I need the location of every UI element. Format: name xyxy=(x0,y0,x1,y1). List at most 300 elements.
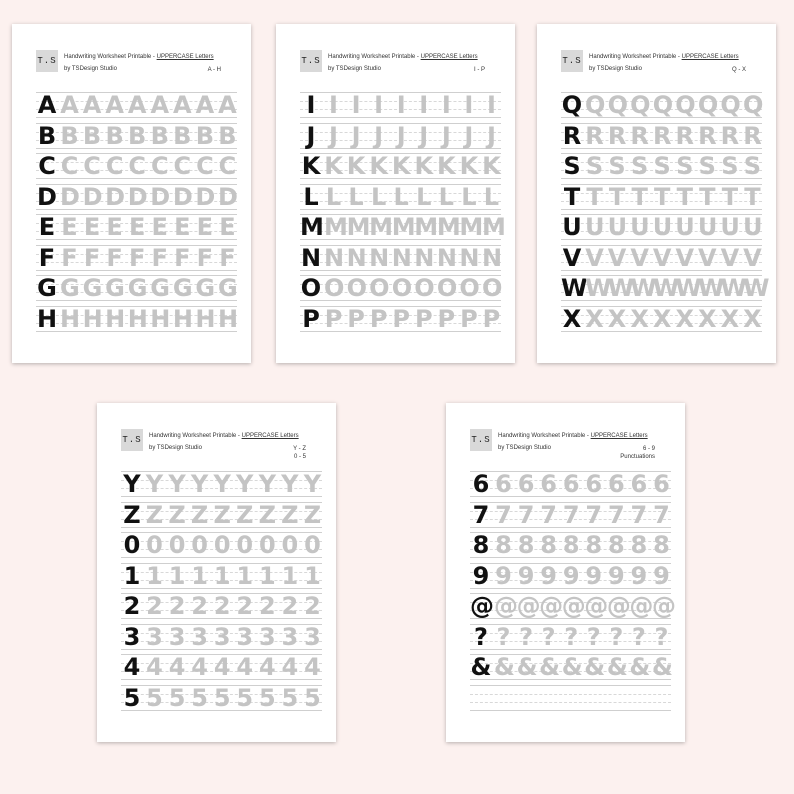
tracing-glyph: M xyxy=(369,213,394,241)
tracing-glyph: A xyxy=(60,91,79,119)
tracing-glyph: 7 xyxy=(540,500,557,529)
tracing-glyph: P xyxy=(347,304,365,333)
range-label: I - P xyxy=(473,67,485,73)
tracing-glyph: E xyxy=(83,213,101,241)
tracing-glyph: 1 xyxy=(168,561,186,590)
tracing-glyph: V xyxy=(720,243,740,272)
tracing-glyph: 3 xyxy=(281,622,299,651)
tracing-glyph: K xyxy=(324,152,343,180)
title-emphasis: UPPERCASE Letters xyxy=(590,433,648,439)
tracing-glyph: T xyxy=(608,182,626,211)
tracing-glyph: Y xyxy=(258,470,276,498)
tracing-glyph: C xyxy=(60,152,79,180)
tracing-glyph: D xyxy=(82,182,103,211)
model-character: G xyxy=(37,274,57,302)
tracing-glyph: P xyxy=(392,304,410,333)
guide-line xyxy=(470,710,671,711)
tracing-glyph: X xyxy=(720,304,740,333)
tracing-characters xyxy=(60,121,237,150)
practice-row xyxy=(300,151,501,181)
tracing-glyph: T xyxy=(744,182,761,211)
tracing-glyph: 6 xyxy=(562,470,580,498)
tracing-glyph: ? xyxy=(586,622,601,651)
practice-row xyxy=(470,469,671,499)
tracing-glyph: R xyxy=(607,121,627,150)
tracing-glyph: 9 xyxy=(653,561,670,590)
practice-row xyxy=(36,243,237,273)
tracing-glyph: ? xyxy=(564,622,579,651)
tracing-glyph: 4 xyxy=(258,653,276,681)
model-character: X xyxy=(562,304,582,333)
tracing-characters xyxy=(494,472,671,496)
tracing-glyph: @ xyxy=(629,592,654,620)
tracing-characters xyxy=(145,622,322,651)
model-character: 3 xyxy=(123,622,141,651)
practice-row xyxy=(470,652,671,682)
tracing-glyph: 1 xyxy=(281,561,299,590)
model-character: L xyxy=(303,182,319,211)
byline: by TSDesign Studio xyxy=(64,66,117,72)
tracing-glyph: K xyxy=(482,152,501,180)
tracing-glyph: 8 xyxy=(585,531,603,559)
model-character: D xyxy=(37,182,57,211)
tracing-characters xyxy=(585,274,770,302)
tracing-glyph: M xyxy=(436,213,461,241)
tracing-glyph: R xyxy=(675,121,694,150)
practice-row xyxy=(470,561,671,591)
tracing-glyph: Q xyxy=(742,91,764,119)
tracing-glyph: T xyxy=(699,182,716,211)
range-label: 0 - 5 xyxy=(293,454,306,460)
tracing-glyph: 7 xyxy=(607,500,625,529)
worksheet-page xyxy=(12,24,251,363)
tracing-glyph: W xyxy=(585,274,612,302)
tracing-glyph: 2 xyxy=(236,592,254,620)
letter-range xyxy=(620,445,655,461)
tracing-characters xyxy=(585,215,762,239)
tracing-glyph: Z xyxy=(213,500,231,529)
tracing-glyph: Y xyxy=(236,470,254,498)
byline: by TSDesign Studio xyxy=(589,66,642,72)
tracing-glyph: G xyxy=(105,274,125,302)
tracing-glyph: C xyxy=(218,152,237,180)
tracing-glyph: E xyxy=(196,213,214,241)
tracing-glyph: F xyxy=(83,243,101,272)
tracing-glyph: 0 xyxy=(146,531,163,559)
title-prefix: Handwriting Worksheet Printable - xyxy=(149,433,242,439)
tracing-glyph: W xyxy=(630,274,657,302)
tracing-glyph: O xyxy=(459,274,480,302)
tracing-glyph: Q xyxy=(630,91,651,119)
tracing-glyph: & xyxy=(494,653,515,681)
practice-row xyxy=(121,561,322,591)
title-prefix: Handwriting Worksheet Printable - xyxy=(589,54,682,60)
tracing-glyph: G xyxy=(82,274,103,302)
tracing-glyph: B xyxy=(150,121,169,150)
tracing-glyph: 8 xyxy=(540,531,557,559)
tracing-glyph: L xyxy=(438,182,454,211)
tracing-glyph: 3 xyxy=(168,622,186,651)
tracing-glyph: X xyxy=(585,304,604,333)
model-character: I xyxy=(306,91,316,119)
tracing-glyph: R xyxy=(720,121,740,150)
worksheet-header xyxy=(300,50,491,86)
tracing-glyph: J xyxy=(351,121,361,150)
practice-row xyxy=(300,273,501,303)
practice-row xyxy=(121,500,322,530)
tracing-glyph: V xyxy=(743,243,762,272)
tracing-characters xyxy=(494,622,671,651)
tracing-glyph: D xyxy=(217,182,238,211)
model-character: N xyxy=(300,243,322,272)
practice-row xyxy=(561,121,762,151)
tracing-glyph: 7 xyxy=(653,500,670,529)
model-character: 5 xyxy=(123,683,141,712)
tracing-glyph: Z xyxy=(258,500,277,529)
tracing-glyph: Q xyxy=(675,91,696,119)
tracing-glyph: V xyxy=(652,243,672,272)
model-character: 7 xyxy=(472,500,490,529)
tracing-glyph: U xyxy=(630,213,650,241)
tracing-glyph: R xyxy=(585,121,604,150)
tracing-glyph: F xyxy=(174,243,191,272)
tracing-glyph: 3 xyxy=(146,622,163,651)
tracing-glyph: T xyxy=(676,182,693,211)
tracing-glyph: E xyxy=(106,213,123,241)
tracing-glyph: N xyxy=(346,243,367,272)
tracing-characters xyxy=(585,304,762,333)
model-character: Q xyxy=(561,91,583,119)
model-character: T xyxy=(563,182,581,211)
worksheet-header xyxy=(561,50,752,86)
model-character: S xyxy=(563,152,581,180)
byline: by TSDesign Studio xyxy=(498,445,551,451)
letter-range xyxy=(474,66,485,74)
tracing-glyph: 6 xyxy=(630,470,648,498)
byline: by TSDesign Studio xyxy=(149,445,202,451)
model-character: ? xyxy=(474,622,488,651)
worksheet-title xyxy=(328,54,478,60)
tracing-glyph: X xyxy=(698,304,717,333)
tracing-glyph: Z xyxy=(303,500,322,529)
tracing-glyph: D xyxy=(127,182,148,211)
model-character: P xyxy=(302,304,320,333)
studio-logo: T.S xyxy=(470,429,492,451)
tracing-glyph: T xyxy=(631,182,648,211)
tracing-glyph: J xyxy=(396,121,406,150)
tracing-glyph: 4 xyxy=(236,653,254,681)
tracing-glyph: G xyxy=(195,274,216,302)
tracing-glyph: & xyxy=(651,653,673,681)
tracing-glyph: S xyxy=(721,152,739,180)
tracing-glyph: 6 xyxy=(607,470,625,498)
tracing-glyph: M xyxy=(346,213,371,241)
tracing-glyph: P xyxy=(482,304,501,333)
tracing-glyph: V xyxy=(698,243,717,272)
tracing-glyph: U xyxy=(697,213,718,241)
tracing-glyph: J xyxy=(486,121,496,150)
title-emphasis: UPPERCASE Letters xyxy=(156,54,214,60)
tracing-glyph: S xyxy=(630,152,649,180)
title-prefix: Handwriting Worksheet Printable - xyxy=(328,54,421,60)
tracing-glyph: @ xyxy=(584,592,609,620)
tracing-glyph: K xyxy=(346,152,366,180)
tracing-characters xyxy=(585,243,762,272)
tracing-glyph: W xyxy=(742,274,770,302)
tracing-glyph: G xyxy=(127,274,148,302)
tracing-glyph: @ xyxy=(651,592,676,620)
tracing-glyph: N xyxy=(436,243,457,272)
practice-row xyxy=(121,622,322,652)
tracing-glyph: 9 xyxy=(540,561,557,590)
practice-row xyxy=(121,591,322,621)
tracing-glyph: 3 xyxy=(213,622,231,651)
worksheet-page xyxy=(537,24,776,363)
tracing-glyph: 3 xyxy=(236,622,254,651)
tracing-characters xyxy=(585,121,762,150)
tracing-glyph: W xyxy=(720,274,747,302)
title-emphasis: UPPERCASE Letters xyxy=(420,54,478,60)
tracing-characters xyxy=(60,215,237,239)
tracing-glyph: F xyxy=(196,243,214,272)
tracing-glyph: A xyxy=(82,91,102,119)
tracing-glyph: M xyxy=(459,213,484,241)
tracing-glyph: ? xyxy=(654,622,669,651)
tracing-glyph: P xyxy=(414,304,433,333)
tracing-glyph: I xyxy=(396,91,406,119)
tracing-glyph: B xyxy=(218,121,237,150)
tracing-glyph: N xyxy=(414,243,435,272)
model-character: 1 xyxy=(123,561,141,590)
tracing-glyph: F xyxy=(106,243,123,272)
tracing-glyph: T xyxy=(654,182,671,211)
practice-row xyxy=(561,304,762,334)
tracing-glyph: 4 xyxy=(213,653,231,681)
worksheet-header xyxy=(121,429,312,465)
studio-logo: T.S xyxy=(561,50,583,72)
tracing-glyph: 8 xyxy=(562,531,580,559)
worksheet-title xyxy=(64,54,214,60)
tracing-glyph: L xyxy=(461,182,477,211)
tracing-glyph: 5 xyxy=(304,683,321,712)
guide-line xyxy=(470,694,671,695)
practice-row xyxy=(121,652,322,682)
tracing-glyph: O xyxy=(324,274,345,302)
tracing-glyph: 5 xyxy=(146,683,163,712)
practice-row xyxy=(300,182,501,212)
tracing-glyph: Z xyxy=(168,500,186,529)
tracing-glyph: J xyxy=(464,121,474,150)
tracing-glyph: A xyxy=(150,91,170,119)
tracing-glyph: D xyxy=(172,182,193,211)
tracing-glyph: K xyxy=(414,152,434,180)
tracing-glyph: F xyxy=(128,243,146,272)
tracing-characters xyxy=(494,592,676,620)
tracing-glyph: S xyxy=(676,152,694,180)
tracing-glyph: K xyxy=(459,152,479,180)
tracing-glyph: & xyxy=(606,653,628,681)
tracing-glyph: 7 xyxy=(585,500,603,529)
model-character: B xyxy=(37,121,57,150)
tracing-characters xyxy=(145,561,322,590)
tracing-glyph: @ xyxy=(516,592,541,620)
tracing-glyph: N xyxy=(459,243,480,272)
practice-row xyxy=(561,212,762,242)
tracing-characters xyxy=(585,154,762,178)
tracing-glyph: O xyxy=(346,274,367,302)
title-emphasis: UPPERCASE Letters xyxy=(681,54,739,60)
tracing-glyph: H xyxy=(82,304,103,333)
tracing-glyph: 5 xyxy=(168,683,186,712)
tracing-glyph: J xyxy=(419,121,429,150)
studio-logo: T.S xyxy=(300,50,322,72)
tracing-glyph: L xyxy=(393,182,409,211)
tracing-glyph: D xyxy=(60,182,80,211)
tracing-glyph: N xyxy=(481,243,503,272)
tracing-glyph: 6 xyxy=(585,470,603,498)
tracing-glyph: 9 xyxy=(630,561,648,590)
tracing-glyph: A xyxy=(105,91,124,119)
tracing-characters xyxy=(585,182,762,211)
tracing-characters xyxy=(324,213,506,241)
tracing-glyph: S xyxy=(698,152,716,180)
tracing-glyph: M xyxy=(481,213,506,241)
tracing-glyph: 3 xyxy=(258,622,276,651)
tracing-glyph: J xyxy=(441,121,451,150)
range-label: Q - X xyxy=(731,67,746,73)
tracing-glyph: 5 xyxy=(281,683,299,712)
tracing-glyph: 4 xyxy=(304,653,321,681)
tracing-glyph: T xyxy=(586,182,603,211)
model-character: K xyxy=(301,152,321,180)
practice-row xyxy=(470,500,671,530)
tracing-glyph: G xyxy=(150,274,170,302)
practice-row xyxy=(561,182,762,212)
model-character: Y xyxy=(123,470,141,498)
tracing-glyph: K xyxy=(369,152,388,180)
tracing-characters xyxy=(324,182,501,211)
tracing-glyph: C xyxy=(105,152,124,180)
tracing-glyph: D xyxy=(195,182,216,211)
model-character: @ xyxy=(470,592,494,620)
tracing-glyph: Z xyxy=(145,500,164,529)
tracing-glyph: V xyxy=(607,243,627,272)
tracing-glyph: 0 xyxy=(281,531,299,559)
tracing-glyph: 3 xyxy=(191,622,208,651)
tracing-glyph: F xyxy=(151,243,168,272)
tracing-glyph: R xyxy=(630,121,649,150)
tracing-glyph: Y xyxy=(168,470,186,498)
practice-row xyxy=(36,273,237,303)
tracing-glyph: 7 xyxy=(495,500,512,529)
model-character: J xyxy=(306,121,316,150)
tracing-characters xyxy=(145,594,322,618)
tracing-glyph: 2 xyxy=(304,592,321,620)
practice-row xyxy=(121,469,322,499)
tracing-glyph: X xyxy=(743,304,762,333)
tracing-glyph: W xyxy=(697,274,725,302)
tracing-glyph: Q xyxy=(585,91,606,119)
tracing-glyph: I xyxy=(464,91,474,119)
model-character: C xyxy=(38,152,56,180)
tracing-characters xyxy=(324,304,501,333)
tracing-glyph: W xyxy=(607,274,635,302)
tracing-glyph: S xyxy=(608,152,626,180)
title-prefix: Handwriting Worksheet Printable - xyxy=(498,433,591,439)
tracing-glyph: 4 xyxy=(281,653,299,681)
tracing-glyph: 9 xyxy=(495,561,512,590)
practice-row xyxy=(36,304,237,334)
practice-row xyxy=(300,243,501,273)
tracing-glyph: 8 xyxy=(607,531,625,559)
tracing-glyph: E xyxy=(61,213,78,241)
practice-row xyxy=(470,530,671,560)
tracing-glyph: L xyxy=(370,182,387,211)
tracing-glyph: I xyxy=(419,91,429,119)
byline: by TSDesign Studio xyxy=(328,66,381,72)
tracing-glyph: 1 xyxy=(304,561,321,590)
tracing-glyph: X xyxy=(652,304,672,333)
model-character: V xyxy=(562,243,582,272)
range-label: Y - Z xyxy=(293,446,306,452)
tracing-glyph: ? xyxy=(541,622,556,651)
tracing-characters xyxy=(60,93,237,117)
worksheet-header xyxy=(36,50,227,86)
tracing-glyph: 0 xyxy=(304,531,321,559)
tracing-glyph: 6 xyxy=(517,470,535,498)
tracing-glyph: 5 xyxy=(213,683,231,712)
model-character: R xyxy=(562,121,582,150)
tracing-glyph: P xyxy=(460,304,478,333)
tracing-glyph: R xyxy=(743,121,762,150)
model-character: W xyxy=(561,274,588,302)
tracing-glyph: U xyxy=(652,213,673,241)
tracing-glyph: 0 xyxy=(258,531,276,559)
tracing-glyph: A xyxy=(173,91,192,119)
tracing-glyph: & xyxy=(516,653,538,681)
letter-range xyxy=(732,66,746,74)
tracing-glyph: @ xyxy=(606,592,631,620)
tracing-glyph: N xyxy=(324,243,345,272)
tracing-characters xyxy=(324,121,501,150)
tracing-glyph: B xyxy=(195,121,215,150)
model-character: F xyxy=(38,243,56,272)
tracing-glyph: 6 xyxy=(653,470,670,498)
tracing-glyph: G xyxy=(60,274,80,302)
tracing-glyph: P xyxy=(324,304,343,333)
tracing-glyph: U xyxy=(585,213,605,241)
practice-row xyxy=(561,273,770,303)
tracing-glyph: H xyxy=(60,304,81,333)
tracing-glyph: E xyxy=(219,213,236,241)
tracing-glyph: Y xyxy=(281,470,299,498)
worksheet-title xyxy=(149,433,299,439)
tracing-glyph: & xyxy=(584,653,606,681)
tracing-glyph: G xyxy=(217,274,238,302)
tracing-glyph: 2 xyxy=(191,592,208,620)
tracing-glyph: A xyxy=(195,91,215,119)
tracing-glyph: 9 xyxy=(607,561,625,590)
model-character: & xyxy=(470,653,492,681)
worksheet-page xyxy=(97,403,336,742)
tracing-glyph: @ xyxy=(561,592,586,620)
tracing-glyph: 2 xyxy=(213,592,231,620)
tracing-glyph: 0 xyxy=(168,531,186,559)
tracing-glyph: 1 xyxy=(236,561,254,590)
tracing-glyph: O xyxy=(391,274,413,302)
tracing-glyph: 8 xyxy=(653,531,670,559)
tracing-glyph: 1 xyxy=(191,561,208,590)
